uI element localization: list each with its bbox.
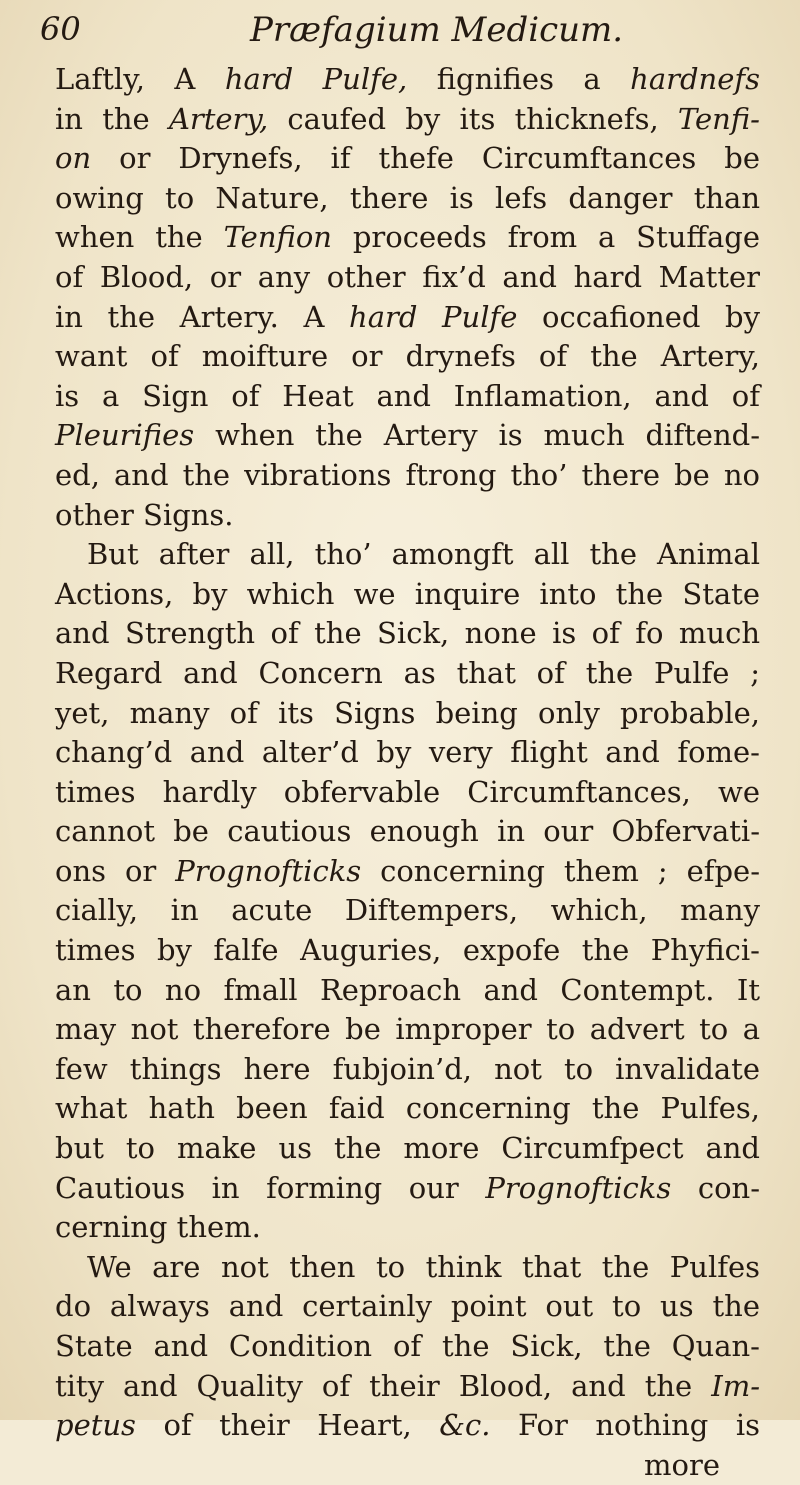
text-line: tity and Quality of their Blood, and the Im- [55,1368,760,1403]
text-line: State and Condition of the Sick, the Quan- [55,1329,760,1363]
text-line: Pleurifies when the Artery is much diftend- [55,418,760,453]
italic-text: Pleurifies [55,418,195,453]
text-line: what hath been faid concerning the Pulfes, [55,1091,760,1126]
text-line: Regard and Concern as that of the Pulfe ; [55,655,760,690]
text-line: But after all, tho’ amongft all the Animal [87,537,760,572]
text-line: cannot be cautious enough in our Obfervati- [55,814,760,849]
text-line: chang’d and alter’d by very flight and fome- [55,735,760,770]
italic-text: Artery, [168,101,269,136]
text-line: when the Tenfion proceeds from a Stuffage [55,220,760,255]
running-head [40,10,760,54]
italic-text: hard Pulfe [349,299,518,334]
text-line: cially, in acute Diftempers, which, many [55,893,760,928]
text-line: petus of their Heart, &c. For nothing is [55,1408,760,1443]
text-line: may not therefore be improper to advert to a [55,1012,760,1047]
italic-text: Prognofticks [175,853,362,888]
text-line: times by falfe Auguries, expofe the Phyfici- [55,933,760,968]
text-line: an to no fmall Reproach and Contempt. It [55,972,760,1007]
text-line: owing to Nature, there is lefs danger than [55,180,760,215]
italic-text: Im- [711,1368,760,1403]
italic-text: Tenfion [223,220,332,255]
italic-text: hard Pulfe, [224,62,408,96]
text-line: in the Artery, caufed by its thicknefs, Tenfi- [55,101,760,136]
italic-text: petus [55,1408,136,1443]
text-line: want of moifture or drynefs of the Artery, [55,339,760,374]
text-line: times hardly obfervable Circumftances, we [55,774,760,809]
text-line: cerning them. [55,1210,261,1245]
italic-text: hardnefs [630,62,760,96]
italic-text: Tenfi- [677,101,760,136]
italic-text: &c. [439,1408,491,1443]
italic-text: Prognofticks [485,1170,672,1205]
text-line: We are not then to think that the Pulfes [87,1249,760,1284]
italic-text: on [55,141,92,176]
text-line: Cautious in forming our Prognofticks con- [55,1170,760,1205]
text-line: and Strength of the Sick, none is of fo much [55,616,760,651]
text-line: Laftly, A hard Pulfe, fignifies a hardnefs [55,62,760,96]
text-line: in the Artery. A hard Pulfe occafioned by [55,299,760,334]
text-line: but to make us the more Circumfpect and [55,1131,760,1166]
text-line: is a Sign of Heat and Inflamation, and of [55,378,760,413]
body-text [55,60,760,1485]
running-title: Præfagium Medicum. [250,10,624,50]
text-line: ons or Prognofticks concerning them ; efpe- [55,853,760,888]
text-line: on or Drynefs, if thefe Circumftances be [55,141,760,176]
text-line: of Blood, or any other fix’d and hard Matter [55,259,760,294]
page-number: 60 [40,10,81,48]
catchword: more [644,1447,720,1482]
text-line: Actions, by which we inquire into the State [55,576,760,611]
text-line: do always and certainly point out to us the [55,1289,760,1324]
text-line: yet, many of its Signs being only probable, [55,695,760,730]
text-line: other Signs. [55,497,234,532]
text-line: ed, and the vibrations ftrong tho’ there be no [55,457,760,492]
text-line: few things here fubjoin’d, not to invalidate [55,1051,760,1086]
